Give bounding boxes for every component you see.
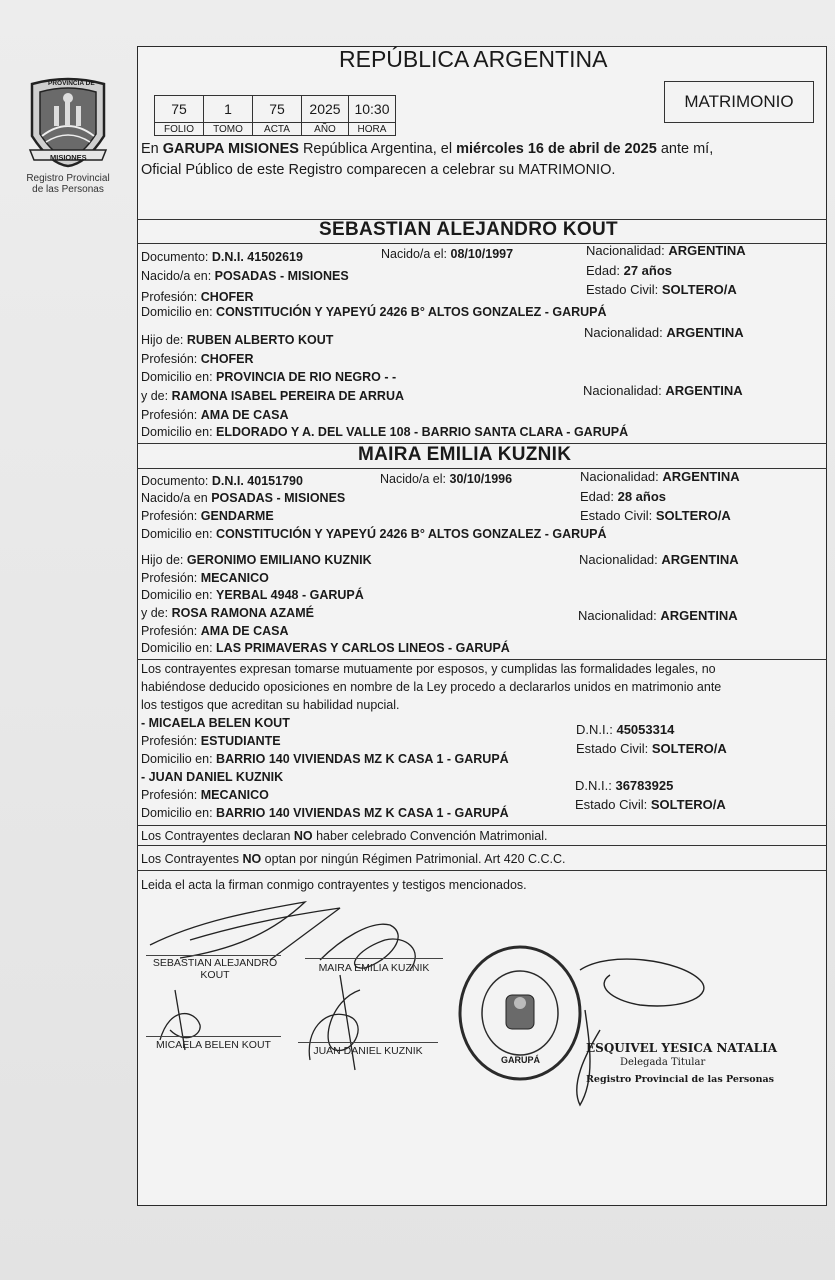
label: Estado Civil: <box>576 741 649 756</box>
value: CHOFER <box>200 290 254 304</box>
seal-top-text: PROVINCIA DE <box>48 80 95 87</box>
convention-statement <box>141 829 547 843</box>
value: SOLTERO/A <box>651 741 727 756</box>
label: Nacionalidad: <box>586 243 665 258</box>
text: Los Contrayentes <box>141 852 243 866</box>
bride-profession <box>141 509 274 523</box>
label: Nacionalidad: <box>578 608 657 623</box>
bride-birthdate <box>380 472 512 486</box>
value: 30/10/1996 <box>449 472 513 486</box>
intro-text-1: En <box>141 141 163 157</box>
label: Edad: <box>586 263 620 278</box>
tomo-value: 1 <box>204 96 253 123</box>
value: GENDARME <box>200 509 274 523</box>
groom-sig-line2: KOUT <box>200 969 230 981</box>
intro-text-2: República Argentina, el <box>298 141 457 157</box>
witness1-dni <box>576 722 674 737</box>
label: Estado Civil: <box>586 282 659 297</box>
intro-text-3: ante mí, <box>656 141 714 157</box>
value: 27 años <box>623 263 673 278</box>
anio-label: AÑO <box>302 123 349 136</box>
act-type-label: MATRIMONIO <box>684 92 794 111</box>
divider <box>137 659 827 660</box>
groom-father <box>141 333 333 347</box>
intro-line1 <box>141 141 713 157</box>
hora-value: 10:30 <box>349 96 396 123</box>
groom-father-profession <box>141 352 254 366</box>
bride-father-address <box>141 588 364 602</box>
value: RAMONA ISABEL PEREIRA DE ARRUA <box>171 389 405 403</box>
logo-caption-line1: Registro Provincial <box>26 173 110 184</box>
value: POSADAS - MISIONES <box>214 269 349 283</box>
anio-value: 2025 <box>302 96 349 123</box>
witness2-address <box>141 806 509 820</box>
bride-mother-profession <box>141 624 289 638</box>
label: Profesión: <box>141 408 198 422</box>
witness1-address <box>141 752 509 766</box>
value: SOLTERO/A <box>655 508 731 523</box>
declaration-line3: los testigos que acreditan su habilidad nupcial. <box>141 698 400 712</box>
registry-stamp <box>456 943 584 1083</box>
value: ARGENTINA <box>660 608 738 623</box>
groom-birthplace <box>141 269 349 283</box>
act-type-box <box>664 81 814 123</box>
text: haber celebrado Convención Matrimonial. <box>312 829 548 843</box>
groom-father-address <box>141 370 396 384</box>
label: Profesión: <box>141 571 198 585</box>
bride-birthplace <box>141 491 345 505</box>
label: Profesión: <box>141 509 198 523</box>
value: YERBAL 4948 - GARUPÁ <box>216 588 364 602</box>
bride-nationality <box>580 469 740 484</box>
witness1-profession <box>141 734 281 748</box>
value: 08/10/1997 <box>450 247 514 261</box>
bride-name: MAIRA EMILIA KUZNIK <box>358 444 572 465</box>
value: ESTUDIANTE <box>200 734 281 748</box>
seal-bottom-text: MISIONES <box>50 153 87 162</box>
intro-line2: Oficial Público de este Registro comparecen a celebrar su MATRIMONIO. <box>141 162 616 178</box>
value: D.N.I. 40151790 <box>211 474 303 488</box>
emphasis: NO <box>293 829 313 843</box>
value: BARRIO 140 VIVIENDAS MZ K CASA 1 - GARUPÁ <box>216 752 509 766</box>
value: AMA DE CASA <box>200 408 289 422</box>
value: 28 años <box>617 489 667 504</box>
page-title: REPÚBLICA ARGENTINA <box>339 46 608 72</box>
label: Profesión: <box>141 290 198 304</box>
bride-mother-address <box>141 641 510 655</box>
value: 45053314 <box>616 722 675 737</box>
value: ARGENTINA <box>666 325 744 340</box>
witness1-signature-label: MICAELA BELEN KOUT <box>156 1039 271 1051</box>
label: Domicilio en: <box>141 588 213 602</box>
regime-statement <box>141 852 566 866</box>
groom-mother-address <box>141 425 628 439</box>
officer-name: ESQUIVEL YESICA NATALIA <box>586 1041 778 1055</box>
groom-signature <box>150 902 340 960</box>
folio-value: 75 <box>155 96 204 123</box>
groom-birthdate <box>381 247 513 261</box>
label: Hijo de: <box>141 333 184 347</box>
groom-nationality <box>586 243 746 258</box>
label: Profesión: <box>141 734 198 748</box>
officer-title: Delegada Titular <box>620 1057 706 1068</box>
divider <box>137 870 827 871</box>
tomo-label: TOMO <box>204 123 253 136</box>
emphasis: NO <box>242 852 262 866</box>
label: Estado Civil: <box>575 797 648 812</box>
value: CONSTITUCIÓN Y YAPEYÚ 2426 B° ALTOS GONZALEZ - GARUPÁ <box>216 305 607 319</box>
value: D.N.I. 41502619 <box>211 250 303 264</box>
label: Estado Civil: <box>580 508 653 523</box>
ceremony-date: miércoles 16 de abril de 2025 <box>456 141 657 157</box>
signature-line <box>146 955 281 956</box>
groom-mother-nationality <box>583 383 743 398</box>
value: PROVINCIA DE RIO NEGRO - - <box>216 370 397 384</box>
value: ARGENTINA <box>665 383 743 398</box>
groom-civil-status <box>586 282 737 297</box>
groom-address <box>141 305 607 319</box>
label: Documento: <box>141 250 209 264</box>
groom-mother-profession <box>141 408 289 422</box>
witness2-civil-status <box>575 797 726 812</box>
declaration-line1: Los contrayentes expresan tomarse mutuamente por esposos, y cumplidas las formalidades legales, no <box>141 662 716 676</box>
bride-civil-status <box>580 508 731 523</box>
bride-signature-label: MAIRA EMILIA KUZNIK <box>318 962 430 974</box>
value: ELDORADO Y A. DEL VALLE 108 - BARRIO SANTA CLARA - GARUPÁ <box>216 425 629 439</box>
groom-profession <box>141 290 254 304</box>
groom-name: SEBASTIAN ALEJANDRO KOUT <box>319 219 618 240</box>
label: Nacionalidad: <box>584 325 663 340</box>
label: Domicilio en: <box>141 527 213 541</box>
ceremony-place: GARUPA MISIONES <box>162 141 299 157</box>
witness1-name: - MICAELA BELEN KOUT <box>141 716 290 730</box>
witness2-signature-label: JUAN DANIEL KUZNIK <box>313 1045 423 1057</box>
divider <box>137 845 827 846</box>
signature-line <box>298 1042 438 1043</box>
label: Nacionalidad: <box>583 383 662 398</box>
label: Nacido/a en <box>141 491 208 505</box>
label: Domicilio en: <box>141 752 213 766</box>
value: AMA DE CASA <box>200 624 289 638</box>
value: POSADAS - MISIONES <box>211 491 346 505</box>
acta-value: 75 <box>253 96 302 123</box>
label: Documento: <box>141 474 209 488</box>
folio-label: FOLIO <box>155 123 204 136</box>
text: optan por ningún Régimen Patrimonial. Art 420 C.C.C. <box>261 852 566 866</box>
value: MECANICO <box>200 788 269 802</box>
value: LAS PRIMAVERAS Y CARLOS LINEOS - GARUPÁ <box>216 641 510 655</box>
label: Nacido/a el: <box>380 472 447 486</box>
label: Domicilio en: <box>141 305 213 319</box>
label: y de: <box>141 606 169 620</box>
witness2-dni <box>575 778 673 793</box>
label: Profesión: <box>141 788 198 802</box>
value: CONSTITUCIÓN Y YAPEYÚ 2426 B° ALTOS GONZALEZ - GARUPÁ <box>216 527 607 541</box>
value: ARGENTINA <box>661 552 739 567</box>
acta-label: ACTA <box>253 123 302 136</box>
stamp-bottom-text: GARUPÁ <box>501 1055 541 1065</box>
label: D.N.I.: <box>575 778 612 793</box>
label: Profesión: <box>141 624 198 638</box>
read-statement: Leida el acta la firman conmigo contrayentes y testigos mencionados. <box>141 878 527 892</box>
value: ARGENTINA <box>662 469 740 484</box>
value: MECANICO <box>200 571 269 585</box>
groom-sig-line1: SEBASTIAN ALEJANDRO <box>152 957 278 969</box>
value: CHOFER <box>200 352 254 366</box>
bride-age <box>580 489 666 504</box>
label: Domicilio en: <box>141 370 213 384</box>
value: BARRIO 140 VIVIENDAS MZ K CASA 1 - GARUPÁ <box>216 806 509 820</box>
value: 36783925 <box>615 778 674 793</box>
officer-org: Registro Provincial de las Personas <box>586 1074 775 1085</box>
logo-caption-line2: de las Personas <box>32 184 104 195</box>
groom-document <box>141 250 303 264</box>
bride-father-nationality <box>579 552 739 567</box>
text: Los Contrayentes declaran <box>141 829 294 843</box>
bride-father-profession <box>141 571 269 585</box>
label: Nacido/a el: <box>381 247 448 261</box>
act-header-grid <box>154 95 396 136</box>
witness2-profession <box>141 788 269 802</box>
witness2-name: - JUAN DANIEL KUZNIK <box>141 770 284 784</box>
value: SOLTERO/A <box>650 797 726 812</box>
groom-father-nationality <box>584 325 744 340</box>
bride-mother-nationality <box>578 608 738 623</box>
signature-line <box>305 958 443 959</box>
value: GERONIMO EMILIANO KUZNIK <box>186 553 372 567</box>
hora-label: HORA <box>349 123 396 136</box>
label: Nacido/a en: <box>141 269 212 283</box>
bride-mother <box>141 606 314 620</box>
bride-address <box>141 527 607 541</box>
label: Edad: <box>580 489 614 504</box>
groom-signature-label <box>140 957 290 981</box>
bride-document <box>141 474 303 488</box>
divider <box>137 825 827 826</box>
value: RUBEN ALBERTO KOUT <box>186 333 334 347</box>
label: Domicilio en: <box>141 806 213 820</box>
witness1-civil-status <box>576 741 727 756</box>
label: Domicilio en: <box>141 425 213 439</box>
groom-age <box>586 263 672 278</box>
label: D.N.I.: <box>576 722 613 737</box>
label: Nacionalidad: <box>579 552 658 567</box>
label: Nacionalidad: <box>580 469 659 484</box>
declaration-line2: habiéndose deducido oposiciones en nombre de la Ley procedo a declararlos unidos en matrimonio ante <box>141 680 722 694</box>
label: Hijo de: <box>141 553 184 567</box>
bride-father <box>141 553 372 567</box>
value: SOLTERO/A <box>661 282 737 297</box>
groom-mother <box>141 389 404 403</box>
label: y de: <box>141 389 169 403</box>
label: Domicilio en: <box>141 641 213 655</box>
signature-line <box>146 1036 281 1037</box>
registry-logo <box>14 76 122 195</box>
value: ROSA RAMONA AZAMÉ <box>171 606 314 620</box>
value: ARGENTINA <box>668 243 746 258</box>
label: Profesión: <box>141 352 198 366</box>
